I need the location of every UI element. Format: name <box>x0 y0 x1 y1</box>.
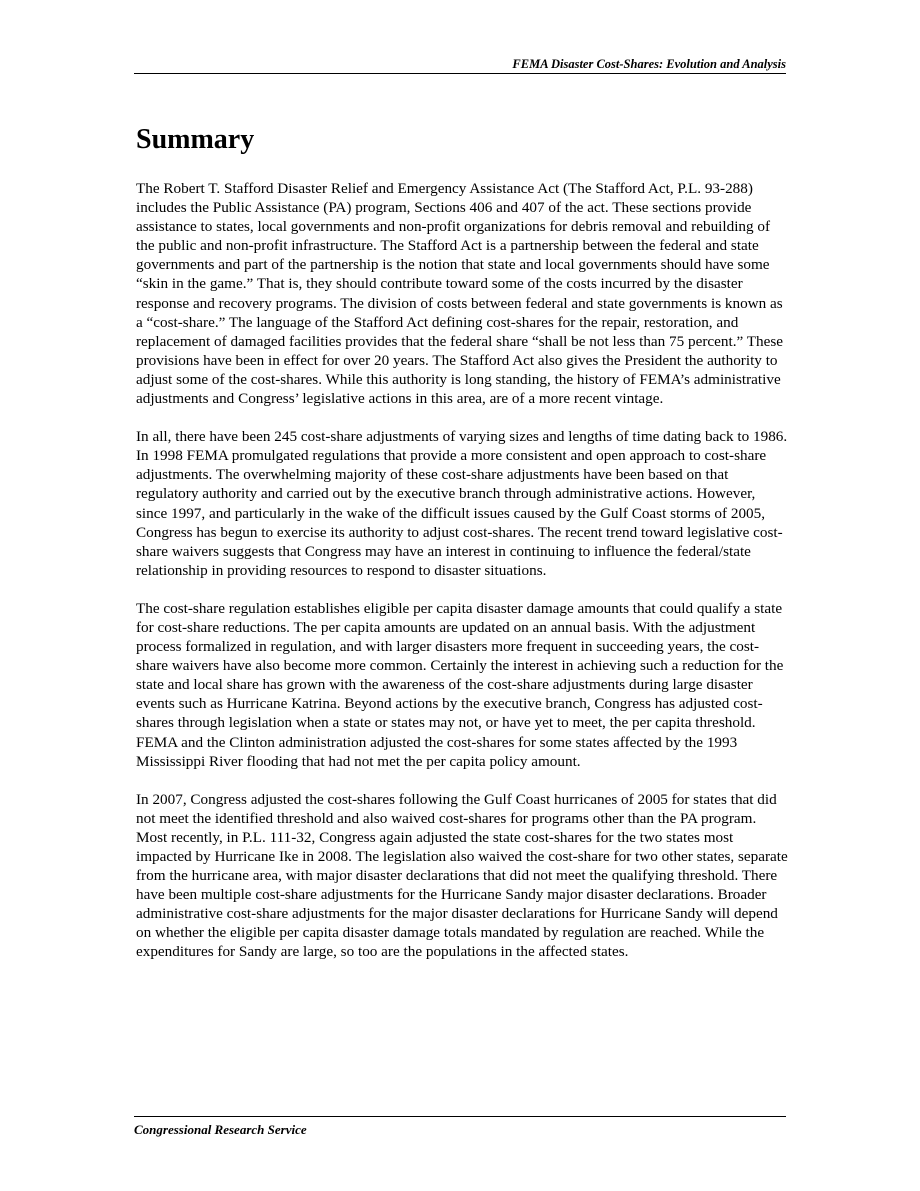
footer-organization: Congressional Research Service <box>134 1122 307 1137</box>
page-footer <box>134 1116 786 1138</box>
page-title: Summary <box>136 124 255 155</box>
summary-body <box>136 179 788 981</box>
summary-paragraph-4: In 2007, Congress adjusted the cost-shares following the Gulf Coast hurricanes of 2005 for states that did not meet the identified threshold and also waived cost-shares for programs other than the PA program. Most recently, in P.L. 111-32, Congress again adjusted the state cost-shares for the two states most impacted by Hurricane Ike in 2008. The legislation also waived the cost-share for two other states, separate from the hurricane area, with major disaster declarations that did not meet the qualifying threshold. There have been multiple cost-share adjustments for the Hurricane Sandy major disaster declarations. Broader administrative cost-share adjustments for the major disaster declarations for Hurricane Sandy will depend on whether the eligible per capita disaster damage totals mandated by regulation are reached. While the expenditures for Sandy are large, so too are the populations in the affected states. <box>136 790 788 961</box>
running-header-title: FEMA Disaster Cost-Shares: Evolution and Analysis <box>512 57 786 71</box>
summary-paragraph-2: In all, there have been 245 cost-share adjustments of varying sizes and lengths of time dating back to 1986. In 1998 FEMA promulgated regulations that provide a more consistent and open approach to cost-share adjustments. The overwhelming majority of these cost-share adjustments have been based on that regulatory authority and carried out by the executive branch through administrative actions. However, since 1997, and particularly in the wake of the difficult issues caused by the Gulf Coast storms of 2005, Congress has begun to exercise its authority to adjust cost-shares. The recent trend toward legislative cost-share waivers suggests that Congress may have an interest in continuing to influence the federal/state relationship in providing resources to respond to disaster situations. <box>136 428 788 579</box>
running-header <box>134 56 786 74</box>
summary-paragraph-1: The Robert T. Stafford Disaster Relief and Emergency Assistance Act (The Stafford Act, P.L. 93-288) includes the Public Assistance (PA) program, Sections 406 and 407 of the act. These sections provide assistance to states, local governments and non-profit organizations for debris removal and rebuilding of the public and non-profit infrastructure. The Stafford Act is a partnership between the federal and state governments and part of the partnership is the notion that state and local governments should have some “skin in the game.” That is, they should contribute toward some of the costs incurred by the disaster response and recovery programs. The division of costs between federal and state governments is known as a “cost-share.” The language of the Stafford Act defining cost-shares for the repair, restoration, and replacement of damaged facilities provides that the federal share “shall be not less than 75 percent.” These provisions have been in effect for over 20 years. The Stafford Act also gives the President the authority to adjust some of the cost-shares. While this authority is long standing, the history of FEMA’s administrative adjustments and Congress’ legislative actions in this area, are of a more recent vintage. <box>136 180 784 408</box>
summary-paragraph-3: The cost-share regulation establishes eligible per capita disaster damage amounts that could qualify a state for cost-share reductions. The per capita amounts are updated on an annual basis. With the adjustment process formalized in regulation, and with larger disasters more frequent in succeeding years, the cost-share waivers have also become more common. Certainly the interest in achieving such a reduction for the state and local share has grown with the awareness of the cost-share adjustments during large disaster events such as Hurricane Katrina. Beyond actions by the executive branch, Congress has adjusted cost-shares through legislation when a state or states may not, or have yet to meet, the per capita threshold. FEMA and the Clinton administration adjusted the cost-shares for some states affected by the 1993 Mississippi River flooding that had not met the per capita policy amount. <box>136 599 784 770</box>
